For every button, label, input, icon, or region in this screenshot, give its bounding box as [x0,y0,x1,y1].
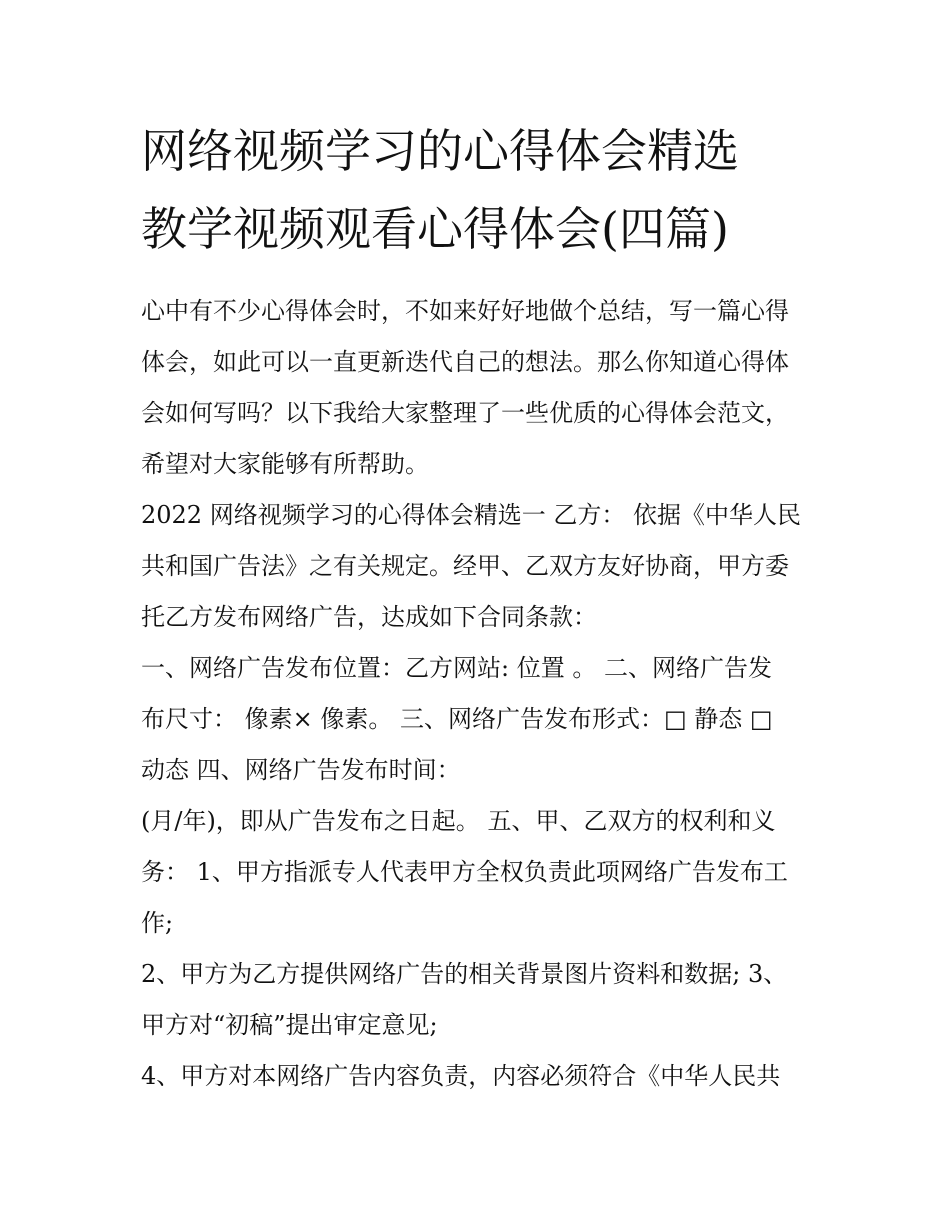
intro-paragraph [141,286,816,490]
text-line: 共和国广告法》之有关规定。经甲、乙双方友好协商，甲方委 [141,552,789,580]
document-title [141,112,816,268]
text-line: 作; [141,909,174,937]
materials-paragraph [141,949,816,1051]
rights-paragraph [141,796,816,949]
text-line: 4、甲方对本网络广告内容负责，内容必须符合《中华人民共 [141,1062,781,1090]
text-line: 体会，如此可以一直更新迭代自己的想法。那么你知道心得体 [141,348,789,376]
text-line: 希望对大家能够有所帮助。 [141,450,429,478]
ad-terms-paragraph [141,643,816,796]
text-line: 会如何写吗？以下我给大家整理了一些优质的心得体会范文， [141,399,789,427]
text-line: 布尺寸： 像素× 像素。 三、网络广告发布形式：□ 静态 □ [141,705,773,733]
text-line: 一、网络广告发布位置：乙方网站: 位置 。 二、网络广告发 [141,654,772,682]
text-line: 2022 网络视频学习的心得体会精选一 乙方： 依据《中华人民 [141,501,801,529]
contract-intro-paragraph [141,490,816,643]
text-line: 心中有不少心得体会时，不如来好好地做个总结，写一篇心得 [141,297,789,325]
document-content [141,112,816,1102]
title-line: 网络视频学习的心得体会精选 [141,124,739,178]
text-line: (月/年)，即从广告发布之日起。 五、甲、乙双方的权利和义 [141,807,776,835]
text-line: 甲方对“初稿”提出审定意见; [141,1011,438,1039]
content-responsibility-paragraph [141,1051,816,1102]
text-line: 托乙方发布网络广告，达成如下合同条款： [141,603,597,631]
text-line: 动态 四、网络广告发布时间： [141,756,461,784]
text-line: 2、甲方为乙方提供网络广告的相关背景图片资料和数据; 3、 [141,960,788,988]
title-line: 教学视频观看心得体会(四篇) [141,202,729,256]
text-line: 务： 1、甲方指派专人代表甲方全权负责此项网络广告发布工 [141,858,788,886]
